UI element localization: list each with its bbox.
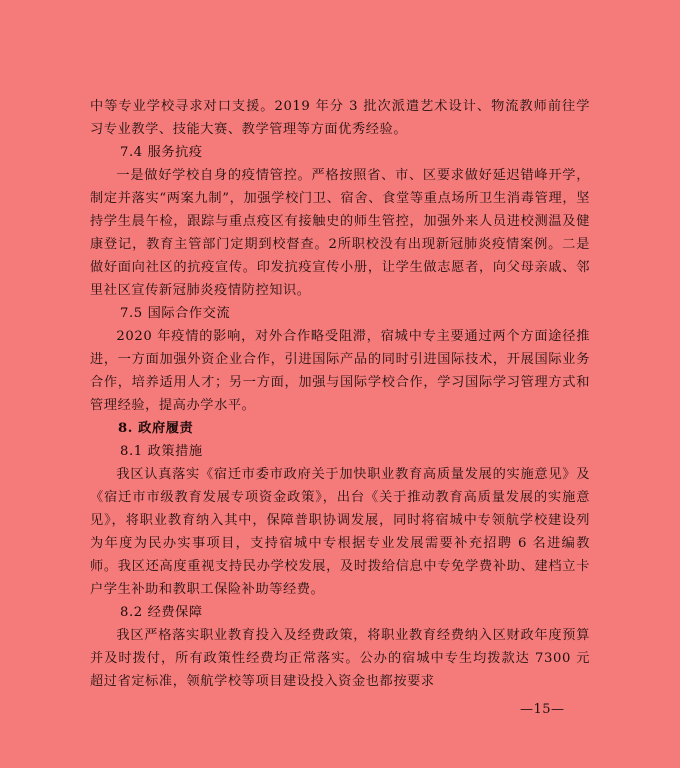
- paragraph-epidemic: 一是做好学校自身的疫情管控。严格按照省、市、区要求做好延迟错峰开学，制定并落实“两案九制”，加强学校门卫、宿舍、食堂等重点场所卫生消毒管理，坚持学生晨午检，跟踪与重点疫区有接触史的师生管控，加强外来人员进校测温及健康登记，教育主管部门定期到校督查。2所职校没有出现新冠肺炎疫情案例。二是做好面向社区的抗疫宣传。印发抗疫宣传小册，让学生做志愿者，向父母亲戚、邻里社区宣传新冠肺炎疫情防控知识。: [90, 168, 590, 298]
- heading-8-1: 8.1 政策措施: [120, 444, 203, 459]
- paragraph-international: 2020 年疫情的影响，对外合作略受阻滞，宿城中专主要通过两个方面途径推进，一方面加强外资企业合作，引进国际产品的同时引进国际技术，开展国际业务合作，培养适用人才；另一方面，加强与国际学校合作，学习国际学习管理方式和管理经验，提高办学水平。: [90, 329, 590, 413]
- heading-7-4: 7.4 服务抗疫: [120, 145, 203, 160]
- paragraph-policy: 我区认真落实《宿迁市委市政府关于加快职业教育高质量发展的实施意见》及《宿迁市市级教育发展专项资金政策》，出台《关于推动教育高质量发展的实施意见》，将职业教育纳入其中，保障普职协调发展，同时将宿城中专领航学校建设列为年度为民办实事项目，支持宿城中专根据专业发展需要补充招聘 6 名进编教师。我区还高度重视支持民办学校发展，及时拨给信息中专免学费补助、建档立卡户学生补助和教职工保险补助等经费。: [90, 467, 590, 597]
- document-body: [90, 95, 590, 693]
- heading-8: 8. 政府履责: [118, 421, 194, 436]
- heading-8-2: 8.2 经费保障: [120, 605, 203, 620]
- paragraph-continuation: 中等专业学校寻求对口支援。2019 年分 3 批次派遣艺术设计、物流教师前往学习专业教学、技能大赛、教学管理等方面优秀经验。: [90, 99, 590, 137]
- page-number: —15—: [520, 702, 565, 717]
- heading-7-5: 7.5 国际合作交流: [120, 306, 231, 321]
- paragraph-funding: 我区严格落实职业教育投入及经费政策，将职业教育经费纳入区财政年度预算并及时拨付，所有政策性经费均正常落实。公办的宿城中专生均拨款达 7300 元超过省定标准，领航学校等项目建设投入资金也都按要求: [90, 628, 590, 689]
